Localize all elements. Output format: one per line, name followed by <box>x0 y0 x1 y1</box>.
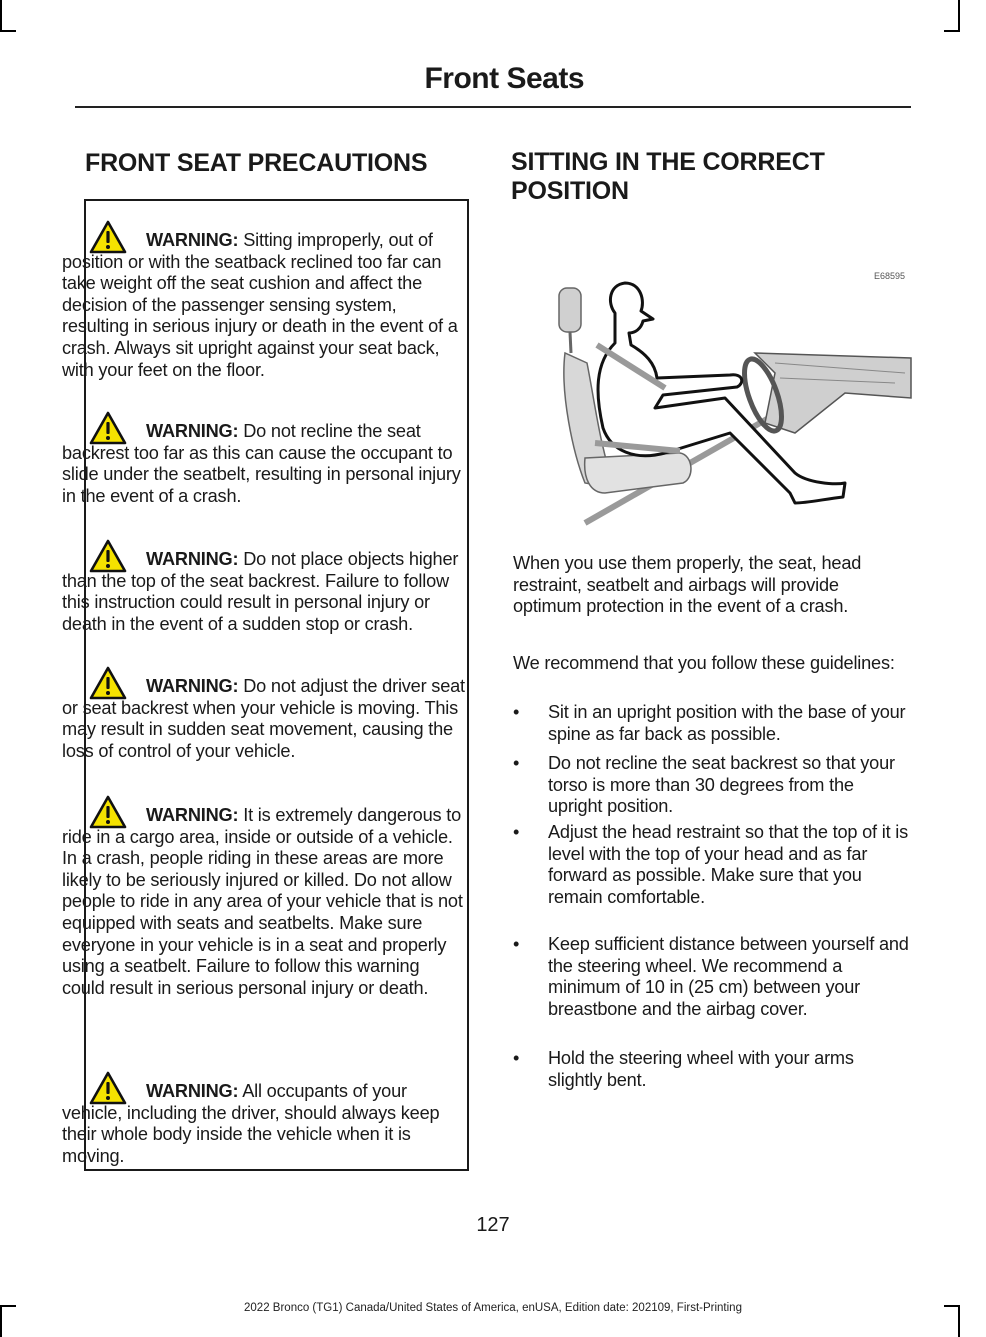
warning-label: WARNING: <box>146 549 239 569</box>
guidelines-lead: We recommend that you follow these guidelines: <box>513 653 895 673</box>
warning-text <box>62 805 466 999</box>
warning-triangle-icon <box>89 411 127 445</box>
list-item <box>513 934 910 1020</box>
warning-label: WARNING: <box>146 230 239 250</box>
warning-body: Do not adjust the driver seat or seat backrest when your vehicle is moving. This may result in sudden seat movement, causing the loss of control of your vehicle. <box>62 676 465 761</box>
list-item <box>513 702 910 745</box>
crop-mark <box>0 30 16 32</box>
warning-label: WARNING: <box>146 421 239 441</box>
list-item <box>513 1048 910 1091</box>
warning-triangle-icon <box>89 539 127 573</box>
warning-item <box>62 805 466 999</box>
warning-triangle-icon <box>89 1071 127 1105</box>
warning-body: Sitting improperly, out of position or with the seatback reclined too far can take weight off the seat cushion and affect the decision of the passenger sensing system, resulting in serious injury or death in the event of a crash. Always sit upright against your seat back, with your feet on the floor. <box>62 230 458 380</box>
warning-item <box>62 549 466 635</box>
list-item <box>513 822 910 908</box>
warning-label: WARNING: <box>146 1081 239 1101</box>
crop-mark <box>958 0 960 30</box>
warning-triangle-icon <box>89 220 127 254</box>
list-item-text: Keep sufficient distance between yourself and the steering wheel. We recommend a minimum of 10 in (25 cm) between your breastbone and the airbag cover. <box>548 934 909 1019</box>
bullet-marker: • <box>513 822 520 842</box>
list-item-text: Hold the steering wheel with your arms slightly bent. <box>548 1048 854 1090</box>
warning-body: Do not place objects higher than the top of the seat backrest. Failure to follow this instruction could result in personal injury or death in the event of a sudden stop or crash. <box>62 549 459 634</box>
section-heading-front-seat-precautions: FRONT SEAT PRECAUTIONS <box>85 149 428 177</box>
heading-line: POSITION <box>511 177 629 205</box>
seating-position-illustration <box>545 271 911 528</box>
warning-body: All occupants of your vehicle, including the driver, should always keep their whole body inside the vehicle when it is moving. <box>62 1081 440 1166</box>
warning-item <box>62 230 466 381</box>
warning-body: It is extremely dangerous to ride in a cargo area, inside or outside of a vehicle. In a crash, people riding in these areas are more likely to be seriously injured or killed. Do not allow people to ride in any area of your vehicle that is not equipped with seats and seatbelts. Make sure everyone in your vehicle is in a seat and properly using a seatbelt. Failure to follow this warning could result in serious personal injury or death. <box>62 805 463 998</box>
list-item-text: Adjust the head restraint so that the top of it is level with the top of your head and as far forward as possible. Make sure that you remain comfortable. <box>548 822 909 907</box>
page-title: Front Seats <box>424 62 584 95</box>
warning-item <box>62 421 466 507</box>
warning-triangle-icon <box>89 795 127 829</box>
header-divider <box>75 106 911 108</box>
heading-line: SITTING IN THE CORRECT <box>511 148 825 176</box>
list-item <box>513 753 910 818</box>
warning-triangle-icon <box>89 666 127 700</box>
figure-code: E68595 <box>873 271 905 281</box>
head-restraint <box>559 288 581 332</box>
bullet-marker: • <box>513 934 520 954</box>
list-item-text: Sit in an upright position with the base of your spine as far back as possible. <box>548 702 906 744</box>
footer-edition-info: 2022 Bronco (TG1) Canada/United States of America, enUSA, Edition date: 202109, First-Printing <box>244 1302 742 1314</box>
warning-body: Do not recline the seat backrest too far as this can cause the occupant to slide under the seatbelt, resulting in personal injury in the event of a crash. <box>62 421 461 506</box>
bullet-marker: • <box>513 702 520 722</box>
warning-label: WARNING: <box>146 805 239 825</box>
crop-mark <box>0 0 2 30</box>
list-item-text: Do not recline the seat backrest so that your torso is more than 30 degrees from the upright position. <box>548 753 895 817</box>
crop-mark <box>944 30 960 32</box>
seat-cushion <box>585 453 691 493</box>
section-heading-correct-position <box>511 148 911 206</box>
intro-paragraph: When you use them properly, the seat, head restraint, seatbelt and airbags will provide optimum protection in the event of a crash. <box>513 553 862 617</box>
warning-item <box>62 1081 466 1167</box>
warning-item <box>62 676 466 762</box>
warning-label: WARNING: <box>146 676 239 696</box>
head-restraint-post <box>570 332 571 353</box>
bullet-marker: • <box>513 1048 520 1068</box>
page-number: 127 <box>476 1214 510 1236</box>
bullet-marker: • <box>513 753 520 773</box>
